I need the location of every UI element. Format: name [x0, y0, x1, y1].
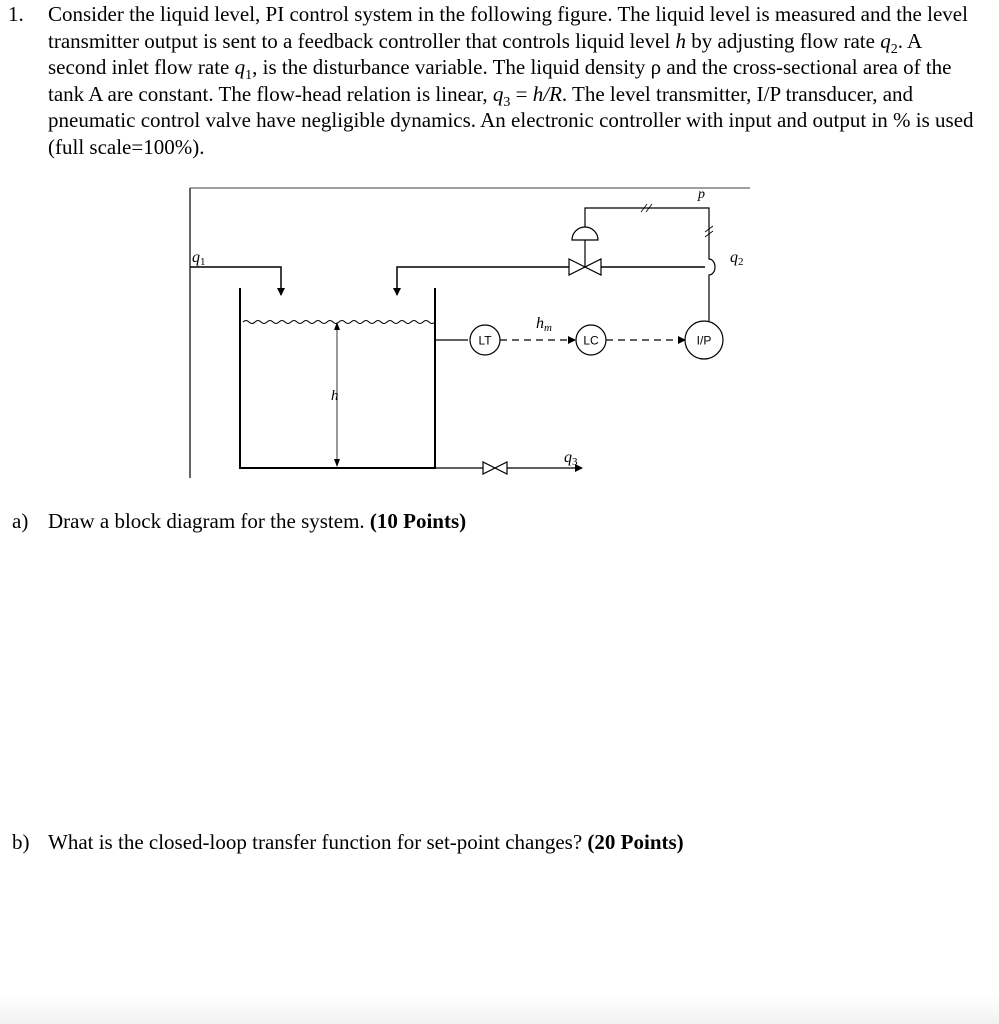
ip-label: I/P: [696, 333, 712, 348]
h-label: h: [331, 388, 339, 404]
hm-label: hm: [536, 315, 552, 334]
bottom-fade: [0, 995, 999, 1024]
question-number: 1.: [8, 2, 24, 26]
tank: [240, 288, 435, 468]
q1-inlet-pipe: [190, 267, 281, 295]
liquid-level-control-diagram: [185, 180, 755, 490]
outlet-valve-icon: [483, 462, 507, 474]
q1-label: q1: [192, 249, 206, 268]
part-a: a) Draw a block diagram for the system. (10 Points): [12, 509, 467, 533]
q2-label: q2: [730, 249, 744, 268]
p-label: p: [698, 187, 705, 202]
q2-inlet-pipe: [397, 267, 705, 295]
pneumatic-signal-line: [585, 208, 715, 321]
question-text: Consider the liquid level, PI control system in the following figure. The liquid level is measured and the level transmitter output is sent to a feedback controller that controls liquid level h by adjusting flow rate $q_2$. A second inlet flow rate $q_1$, is the disturbance variable. The liquid density ρ and the cross-sectional area of the tank A are constant. The flow-head relation is linear, $q_3 = h/R$. The level transmitter, I/P transducer, and pneumatic control valve have negligible dynamics. An electronic controller with input and output in % is used (full scale=100%).: [48, 2, 974, 159]
q3-label: q3: [564, 449, 578, 468]
valve-actuator-icon: [572, 227, 598, 240]
part-b: b) What is the closed-loop transfer function for set-point changes? (20 Points): [12, 830, 684, 854]
lt-label: LT: [478, 333, 492, 348]
height-arrow-down-icon: [334, 459, 340, 467]
lc-label: LC: [583, 333, 599, 348]
liquid-surface: [243, 321, 435, 324]
